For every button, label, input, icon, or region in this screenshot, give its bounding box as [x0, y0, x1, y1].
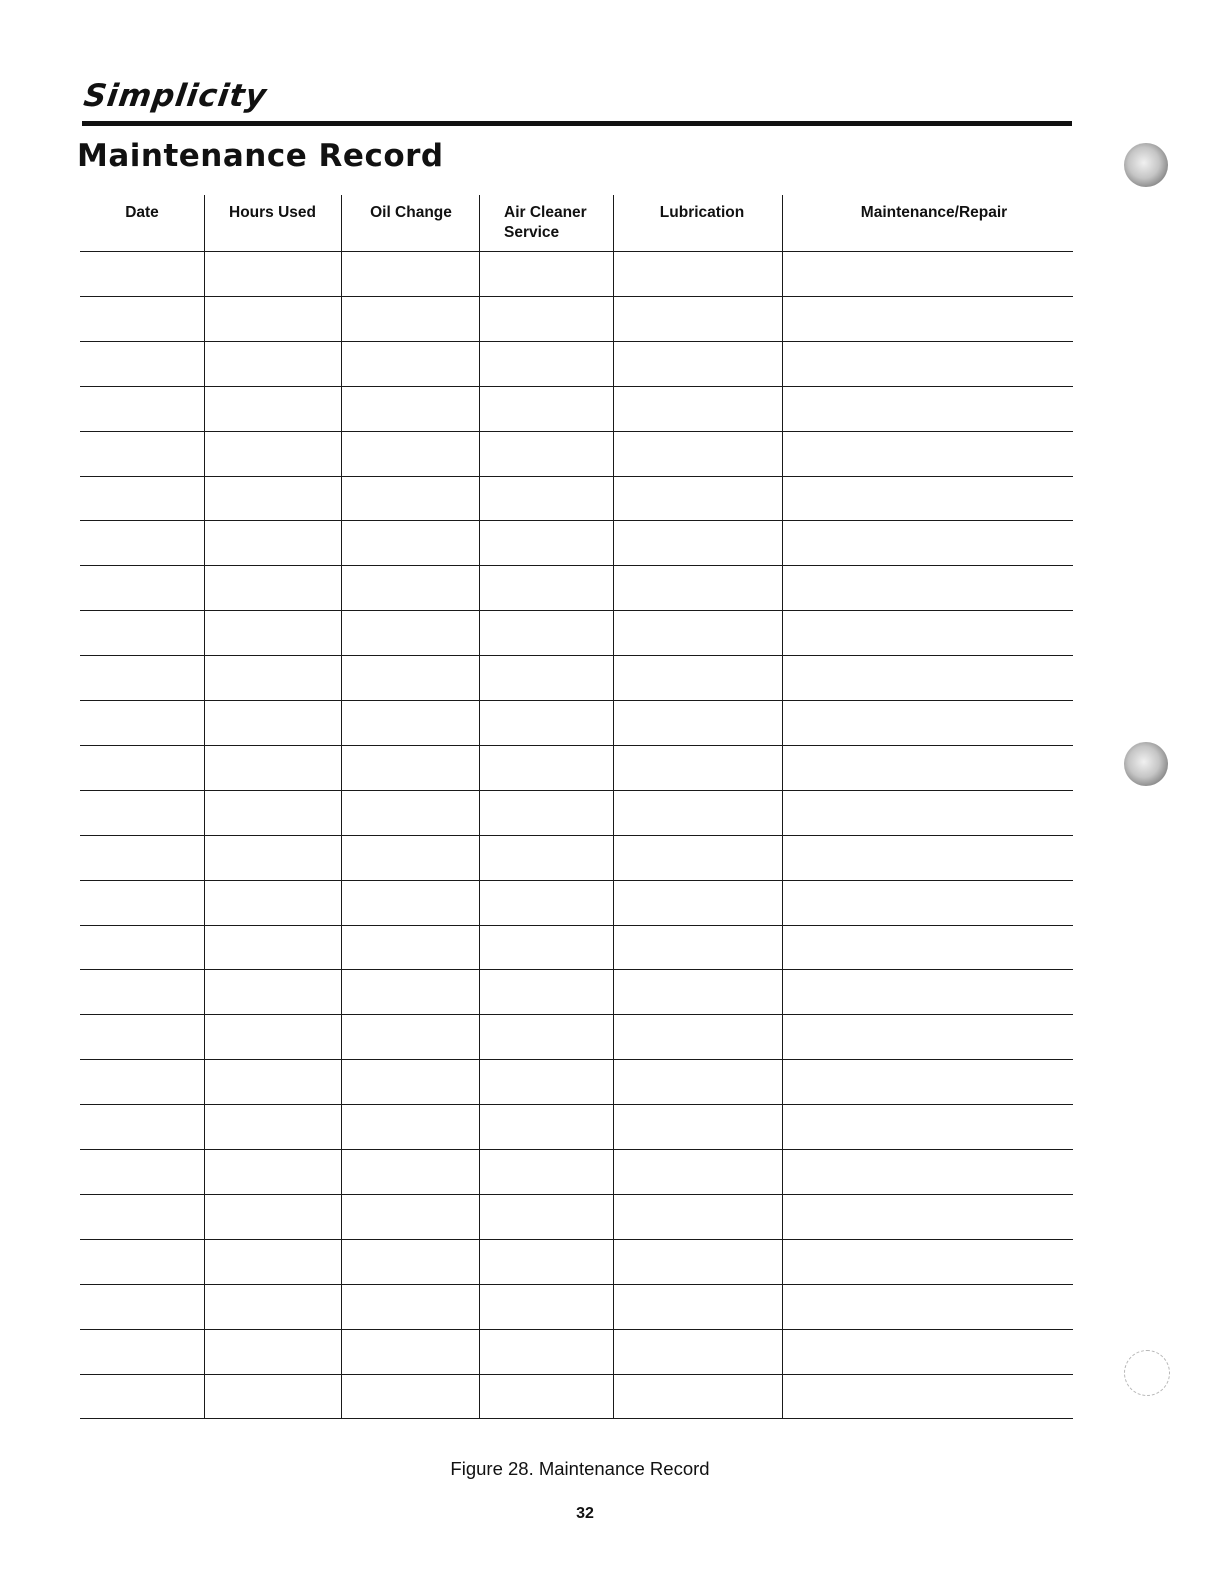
- table-cell: [615, 927, 780, 968]
- table-cell: [206, 253, 339, 294]
- binder-hole-top: [1124, 143, 1168, 187]
- table-cell: [82, 1151, 202, 1192]
- row-divider: [80, 700, 1073, 701]
- table-cell: [82, 1376, 202, 1417]
- table-cell: [206, 927, 339, 968]
- table-cell: [343, 478, 477, 519]
- table-cell: [784, 298, 1071, 339]
- row-divider: [80, 610, 1073, 611]
- table-cell: [206, 1151, 339, 1192]
- table-cell: [784, 1061, 1071, 1102]
- table-cell: [82, 567, 202, 608]
- table-cell: [343, 927, 477, 968]
- table-cell: [343, 1151, 477, 1192]
- page-title: Maintenance Record: [77, 138, 444, 174]
- row-divider: [80, 790, 1073, 791]
- table-cell: [82, 1286, 202, 1327]
- table-cell: [615, 567, 780, 608]
- table-cell: [206, 702, 339, 743]
- table-cell: [82, 1106, 202, 1147]
- table-cell: [615, 298, 780, 339]
- table-cell: [343, 567, 477, 608]
- table-cell: [784, 253, 1071, 294]
- table-cell: [343, 253, 477, 294]
- table-cell: [206, 612, 339, 653]
- table-cell: [481, 882, 611, 923]
- table-cell: [615, 1151, 780, 1192]
- table-cell: [615, 1061, 780, 1102]
- table-cell: [615, 1376, 780, 1417]
- row-divider: [80, 1149, 1073, 1150]
- table-cell: [82, 253, 202, 294]
- table-cell: [82, 1016, 202, 1057]
- table-cell: [206, 1016, 339, 1057]
- table-cell: [481, 298, 611, 339]
- table-cell: [784, 1151, 1071, 1192]
- table-cell: [615, 388, 780, 429]
- table-cell: [481, 253, 611, 294]
- table-cell: [481, 388, 611, 429]
- column-header-hours-used: Hours Used: [229, 204, 316, 221]
- table-cell: [82, 522, 202, 563]
- row-divider: [80, 1329, 1073, 1330]
- binder-hole-bottom: [1124, 1350, 1170, 1396]
- column-header-oil-change: Oil Change: [370, 204, 452, 221]
- table-cell: [481, 927, 611, 968]
- table-cell: [481, 343, 611, 384]
- row-divider: [80, 969, 1073, 970]
- table-cell: [206, 971, 339, 1012]
- table-cell: [343, 1286, 477, 1327]
- row-divider: [80, 520, 1073, 521]
- column-divider: [782, 195, 783, 1418]
- table-cell: [82, 478, 202, 519]
- row-divider: [80, 1104, 1073, 1105]
- table-cell: [784, 1196, 1071, 1237]
- table-cell: [343, 657, 477, 698]
- table-cell: [615, 837, 780, 878]
- table-cell: [206, 1286, 339, 1327]
- column-divider: [613, 195, 614, 1418]
- table-cell: [615, 882, 780, 923]
- row-divider: [80, 655, 1073, 656]
- table-cell: [82, 702, 202, 743]
- table-cell: [615, 971, 780, 1012]
- row-divider: [80, 1374, 1073, 1375]
- table-cell: [615, 433, 780, 474]
- row-divider: [80, 1014, 1073, 1015]
- table-cell: [82, 882, 202, 923]
- table-cell: [343, 747, 477, 788]
- table-cell: [784, 1241, 1071, 1282]
- table-cell: [481, 1286, 611, 1327]
- table-cell: [206, 1331, 339, 1372]
- table-cell: [343, 433, 477, 474]
- table-cell: [206, 882, 339, 923]
- table-cell: [206, 522, 339, 563]
- table-cell: [343, 1196, 477, 1237]
- table-cell: [615, 1016, 780, 1057]
- table-cell: [784, 433, 1071, 474]
- table-cell: [343, 1106, 477, 1147]
- column-divider: [204, 195, 205, 1418]
- row-divider: [80, 341, 1073, 342]
- table-cell: [206, 1196, 339, 1237]
- table-cell: [82, 927, 202, 968]
- table-cell: [206, 567, 339, 608]
- table-cell: [615, 253, 780, 294]
- table-cell: [206, 1106, 339, 1147]
- table-cell: [784, 882, 1071, 923]
- table-cell: [206, 792, 339, 833]
- row-divider: [80, 835, 1073, 836]
- table-cell: [82, 1196, 202, 1237]
- table-cell: [343, 343, 477, 384]
- table-cell: [615, 1241, 780, 1282]
- row-divider: [80, 386, 1073, 387]
- table-cell: [206, 433, 339, 474]
- table-cell: [784, 747, 1071, 788]
- table-cell: [481, 1241, 611, 1282]
- table-cell: [82, 343, 202, 384]
- table-cell: [615, 1106, 780, 1147]
- table-cell: [615, 792, 780, 833]
- table-cell: [206, 388, 339, 429]
- table-cell: [82, 657, 202, 698]
- table-cell: [481, 567, 611, 608]
- table-cell: [343, 1016, 477, 1057]
- column-header-date: Date: [125, 204, 159, 221]
- table-cell: [82, 792, 202, 833]
- figure-caption: Figure 28. Maintenance Record: [450, 1458, 710, 1479]
- table-cell: [784, 657, 1071, 698]
- table-cell: [343, 612, 477, 653]
- table-cell: [784, 702, 1071, 743]
- table-cell: [481, 1331, 611, 1372]
- table-cell: [784, 567, 1071, 608]
- table-cell: [615, 657, 780, 698]
- table-cell: [206, 1376, 339, 1417]
- table-cell: [481, 522, 611, 563]
- table-cell: [481, 1016, 611, 1057]
- column-divider: [341, 195, 342, 1418]
- table-cell: [481, 747, 611, 788]
- row-divider: [80, 745, 1073, 746]
- table-cell: [481, 792, 611, 833]
- table-cell: [615, 478, 780, 519]
- table-cell: [784, 927, 1071, 968]
- table-cell: [481, 837, 611, 878]
- table-cell: [343, 1061, 477, 1102]
- row-divider: [80, 476, 1073, 477]
- table-cell: [481, 657, 611, 698]
- table-cell: [784, 1106, 1071, 1147]
- table-cell: [615, 343, 780, 384]
- table-cell: [784, 343, 1071, 384]
- table-cell: [206, 657, 339, 698]
- table-cell: [82, 837, 202, 878]
- brand-logo: Simplicity: [81, 78, 270, 114]
- table-cell: [481, 433, 611, 474]
- row-divider: [80, 925, 1073, 926]
- table-cell: [481, 1196, 611, 1237]
- row-divider: [80, 565, 1073, 566]
- row-divider: [80, 1418, 1073, 1419]
- table-cell: [784, 1016, 1071, 1057]
- table-cell: [784, 837, 1071, 878]
- table-cell: [206, 1061, 339, 1102]
- table-cell: [206, 747, 339, 788]
- row-divider: [80, 431, 1073, 432]
- table-cell: [343, 1241, 477, 1282]
- table-cell: [481, 1151, 611, 1192]
- table-cell: [615, 612, 780, 653]
- table-cell: [615, 1331, 780, 1372]
- table-cell: [784, 1286, 1071, 1327]
- table-cell: [206, 837, 339, 878]
- table-cell: [82, 612, 202, 653]
- page-number: 32: [576, 1505, 594, 1522]
- table-cell: [481, 702, 611, 743]
- table-cell: [343, 1376, 477, 1417]
- table-cell: [481, 478, 611, 519]
- table-cell: [206, 478, 339, 519]
- table-cell: [82, 1061, 202, 1102]
- table-cell: [82, 1331, 202, 1372]
- column-header-air-cleaner-service: Air Cleaner Service: [504, 204, 587, 241]
- table-cell: [343, 792, 477, 833]
- table-cell: [206, 343, 339, 384]
- table-cell: [615, 522, 780, 563]
- table-cell: [82, 747, 202, 788]
- row-divider: [80, 296, 1073, 297]
- table-cell: [343, 882, 477, 923]
- table-cell: [784, 612, 1071, 653]
- row-divider: [80, 1284, 1073, 1285]
- column-header-lubrication: Lubrication: [659, 204, 745, 221]
- table-cell: [82, 433, 202, 474]
- table-cell: [784, 388, 1071, 429]
- table-cell: [481, 1376, 611, 1417]
- table-cell: [343, 522, 477, 563]
- binder-hole-middle: [1124, 742, 1168, 786]
- table-cell: [784, 478, 1071, 519]
- table-cell: [206, 1241, 339, 1282]
- header-divider: [80, 251, 1073, 252]
- table-cell: [615, 747, 780, 788]
- table-cell: [481, 971, 611, 1012]
- table-cell: [343, 971, 477, 1012]
- table-cell: [615, 1286, 780, 1327]
- table-cell: [615, 702, 780, 743]
- table-cell: [343, 298, 477, 339]
- table-cell: [481, 1061, 611, 1102]
- table-cell: [343, 702, 477, 743]
- table-cell: [784, 971, 1071, 1012]
- table-cell: [82, 388, 202, 429]
- table-cell: [82, 1241, 202, 1282]
- table-cell: [82, 298, 202, 339]
- column-header-maintenance-repair: Maintenance/Repair: [860, 204, 1008, 221]
- table-cell: [615, 1196, 780, 1237]
- table-cell: [206, 298, 339, 339]
- row-divider: [80, 880, 1073, 881]
- table-cell: [784, 1331, 1071, 1372]
- table-cell: [784, 522, 1071, 563]
- table-cell: [82, 971, 202, 1012]
- table-cell: [481, 612, 611, 653]
- row-divider: [80, 1194, 1073, 1195]
- row-divider: [80, 1059, 1073, 1060]
- table-cell: [784, 792, 1071, 833]
- table-cell: [784, 1376, 1071, 1417]
- table-cell: [343, 1331, 477, 1372]
- row-divider: [80, 1239, 1073, 1240]
- table-cell: [343, 837, 477, 878]
- table-cell: [343, 388, 477, 429]
- table-cell: [481, 1106, 611, 1147]
- column-divider: [479, 195, 480, 1418]
